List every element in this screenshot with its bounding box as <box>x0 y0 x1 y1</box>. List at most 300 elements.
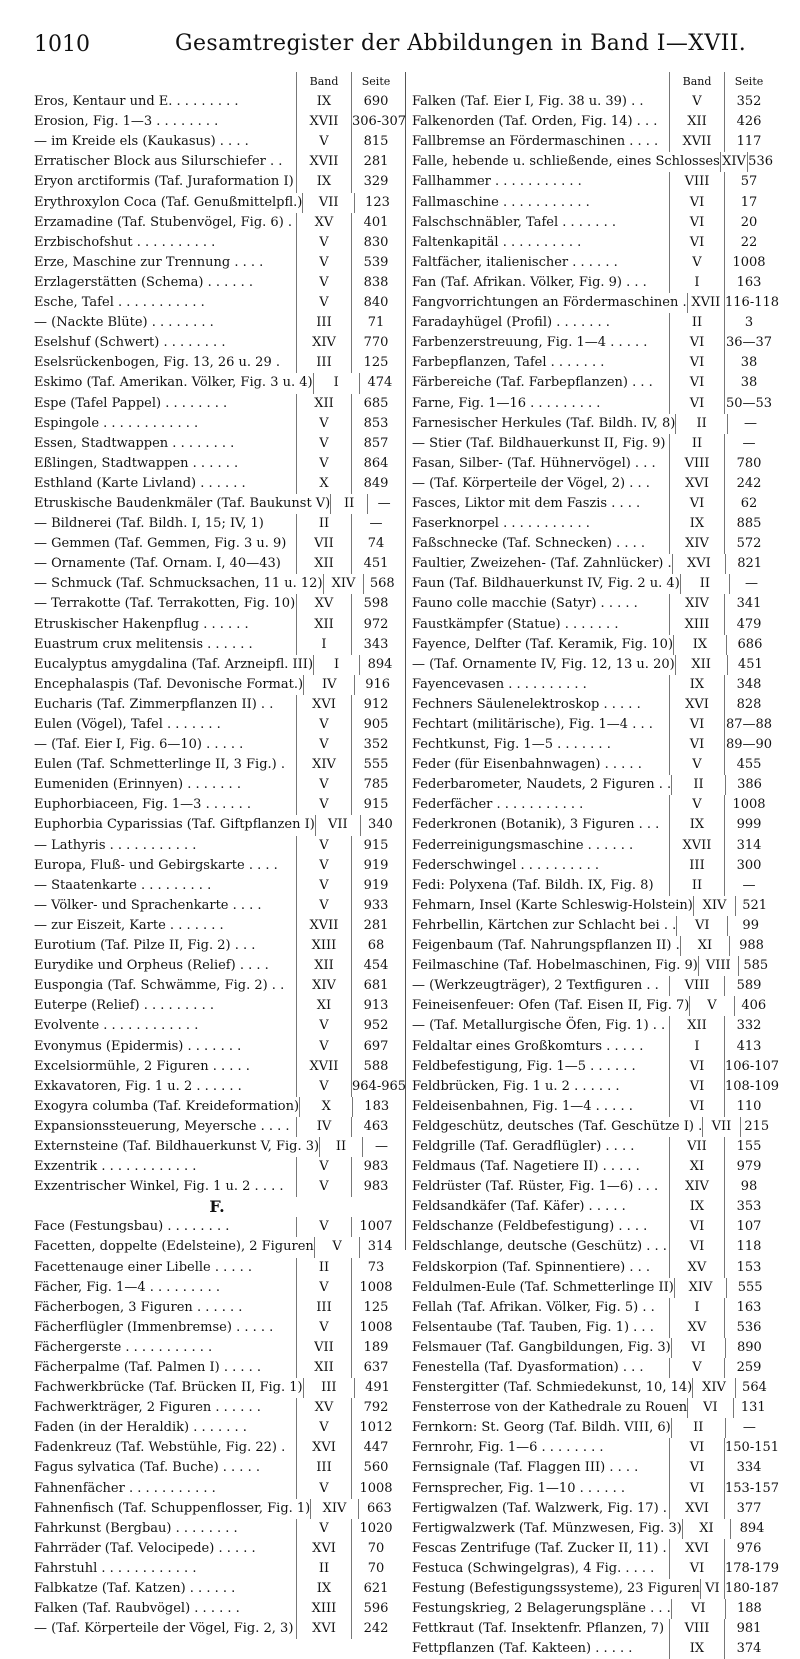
seite-value: 685 <box>351 394 400 414</box>
seite-value: 770 <box>351 333 400 353</box>
index-row <box>34 112 407 132</box>
index-row <box>34 414 400 434</box>
index-row <box>34 1479 400 1499</box>
seite-value: 215 <box>740 1117 773 1137</box>
seite-value: 849 <box>351 474 400 494</box>
band-value: XVII <box>296 112 351 132</box>
seite-value: 598 <box>351 594 400 614</box>
index-row <box>34 1318 400 1338</box>
band-value: XVII <box>669 836 724 856</box>
band-value: IX <box>669 815 724 835</box>
index-row <box>34 132 400 152</box>
index-row <box>34 1599 400 1619</box>
band-value: XIV <box>669 1177 724 1197</box>
band-value: V <box>296 795 351 815</box>
entry-text: Eselsrückenbogen, Fig. 13, 26 u. 29 . <box>34 355 280 371</box>
seite-value: 447 <box>351 1438 400 1458</box>
entry-text: Fernsignale (Taf. Flaggen III) . . . . <box>412 1460 639 1476</box>
seite-value: 681 <box>351 976 400 996</box>
index-row <box>412 1097 773 1117</box>
entry-text: Euphorbia Cyparissias (Taf. Giftpflanzen I) <box>34 817 315 833</box>
entry-text: Farne, Fig. 1—16 . . . . . . . . . <box>412 395 601 411</box>
index-row <box>412 856 773 876</box>
index-row <box>34 635 400 655</box>
entry-text: Festungskrieg, 2 Belagerungspläne . . . <box>412 1601 671 1617</box>
index-row <box>412 1157 773 1177</box>
index-row <box>34 775 400 795</box>
band-value: VI <box>669 1097 724 1117</box>
seite-value: 281 <box>351 916 400 936</box>
index-row <box>34 474 400 494</box>
index-row <box>34 1117 400 1137</box>
index-row <box>34 695 400 715</box>
index-row <box>412 172 773 192</box>
index-row <box>34 1137 400 1157</box>
seite-value: 972 <box>351 615 400 635</box>
entry-text: Euspongia (Taf. Schwämme, Fig. 2) . . <box>34 978 285 994</box>
entry-text: — Schmuck (Taf. Schmucksachen, 11 u. 12) <box>34 576 323 592</box>
seite-value: 38 <box>724 353 773 373</box>
band-value: III <box>669 856 724 876</box>
entry-text: Fasan, Silber- (Taf. Hühnervögel) . . . <box>412 455 656 471</box>
band-value: II <box>675 414 727 434</box>
band-value: XVI <box>672 554 726 574</box>
band-value: I <box>296 635 351 655</box>
band-value: IX <box>673 635 726 655</box>
index-row <box>34 836 400 856</box>
entry-text: Eros, Kentaur und E. . . . . . . . . <box>34 94 239 110</box>
entry-text: Fallbremse an Fördermaschinen . . . . <box>412 134 659 150</box>
index-row <box>34 394 400 414</box>
index-row <box>34 795 400 815</box>
band-value: XVII <box>687 293 724 313</box>
entry-text: Fayence, Delfter (Taf. Keramik, Fig. 10) <box>412 636 674 652</box>
index-row <box>412 735 773 755</box>
entry-text: Fettpflanzen (Taf. Kakteen) . . . . . <box>412 1641 633 1657</box>
band-value: XI <box>296 996 351 1016</box>
seite-value: 838 <box>351 273 400 293</box>
seite-value: 999 <box>724 815 773 835</box>
seite-value: 242 <box>724 474 773 494</box>
band-value: V <box>669 795 724 815</box>
seite-value: 463 <box>351 1117 400 1137</box>
band-value: VII <box>302 193 354 213</box>
index-row <box>412 1137 773 1157</box>
seite-value: — <box>362 1137 400 1157</box>
seite-value: 131 <box>733 1398 773 1418</box>
seite-value: 353 <box>724 1197 773 1217</box>
entry-text: Feder (für Eisenbahnwagen) . . . . . <box>412 757 642 773</box>
index-row <box>34 956 400 976</box>
band-value: V <box>296 876 351 896</box>
entry-text: Fächerpalme (Taf. Palmen I) . . . . . <box>34 1360 262 1375</box>
entry-text: Fächergerste . . . . . . . . . . . <box>34 1339 213 1355</box>
seite-value: 536 <box>747 152 773 172</box>
entry-text: Europa, Fluß- und Gebirgskarte . . . . <box>34 857 278 873</box>
index-row <box>34 996 400 1016</box>
index-row <box>412 152 773 172</box>
index-row <box>34 514 400 534</box>
index-row <box>412 112 773 132</box>
index-row <box>412 1318 773 1338</box>
entry-text: Feldgeschütz, deutsches (Taf. Geschütze I) . <box>412 1118 703 1134</box>
band-header: Band <box>669 72 724 92</box>
entry-text: Facettenauge einer Libelle . . . . . <box>34 1259 253 1275</box>
register-column-right <box>412 72 780 1657</box>
index-row <box>412 414 773 434</box>
index-row <box>412 373 773 393</box>
band-value: XIV <box>310 1499 357 1519</box>
index-row <box>412 574 773 594</box>
index-row <box>34 1559 400 1579</box>
index-row <box>412 353 773 373</box>
index-row <box>412 1258 773 1278</box>
band-value: XV <box>296 594 351 614</box>
entry-text: Festung (Befestigungssysteme), 23 Figuren <box>412 1581 700 1597</box>
index-row <box>34 434 400 454</box>
index-row <box>412 273 773 293</box>
band-value: XII <box>669 1016 724 1036</box>
seite-value: 352 <box>351 735 400 755</box>
band-value: V <box>296 1519 351 1539</box>
index-row <box>34 1519 400 1539</box>
index-row <box>34 574 400 594</box>
index-row <box>412 795 773 815</box>
seite-value: 1020 <box>351 1519 400 1539</box>
seite-value: 621 <box>351 1579 400 1599</box>
index-row <box>412 233 773 253</box>
seite-value: 853 <box>351 414 400 434</box>
entry-text: Feldrüster (Taf. Rüster, Fig. 1—6) . . . <box>412 1179 659 1195</box>
entry-text: — (Nackte Blüte) . . . . . . . . <box>34 315 214 331</box>
index-row <box>412 876 773 896</box>
index-row <box>34 735 400 755</box>
index-row <box>412 1197 773 1217</box>
index-row <box>34 373 400 393</box>
seite-value: 451 <box>727 655 773 675</box>
entry-text: Fachwerkträger, 2 Figuren . . . . . . <box>34 1400 261 1416</box>
band-value: V <box>296 454 351 474</box>
entry-text: Feldsandkäfer (Taf. Käfer) . . . . . <box>412 1199 626 1215</box>
seite-value: 588 <box>351 1057 400 1077</box>
band-value: V <box>669 755 724 775</box>
index-row <box>412 1599 773 1619</box>
band-value: V <box>296 233 351 253</box>
index-row <box>412 916 773 936</box>
band-value: V <box>669 92 724 112</box>
index-row <box>412 755 773 775</box>
seite-value: 686 <box>726 635 773 655</box>
entry-text: Faun (Taf. Bildhauerkunst IV, Fig. 2 u. 4) <box>412 576 680 592</box>
band-value: V <box>689 996 733 1016</box>
index-row <box>34 554 400 574</box>
band-value: VIII <box>698 956 738 976</box>
seite-value: 87—88 <box>724 715 773 735</box>
entry-text: Falschschnäbler, Tafel . . . . . . . <box>412 214 616 230</box>
entry-text: Erythroxylon Coca (Taf. Genußmittelpfl.) <box>34 194 303 210</box>
entry-text: Eucharis (Taf. Zimmerpflanzen II) . . <box>34 696 274 712</box>
index-row <box>34 916 400 936</box>
seite-value: 1008 <box>351 1318 400 1338</box>
section-letter: F. <box>209 1197 225 1217</box>
index-row <box>412 253 773 273</box>
band-value: V <box>296 434 351 454</box>
band-value: VIII <box>669 172 724 192</box>
entry-text: Esche, Tafel . . . . . . . . . . . <box>34 295 205 311</box>
band-value: XII <box>675 655 727 675</box>
seite-value: 153 <box>724 1258 773 1278</box>
entry-text: — im Kreide els (Kaukasus) . . . . <box>34 134 249 150</box>
seite-value: 894 <box>359 655 400 675</box>
entry-text: Faradayhügel (Profil) . . . . . . . <box>412 315 610 331</box>
index-row <box>412 815 773 835</box>
seite-value: 1008 <box>724 795 773 815</box>
seite-value: 1007 <box>351 1217 400 1237</box>
entry-text: Erosion, Fig. 1—3 . . . . . . . . <box>34 114 219 130</box>
band-value: VI <box>671 1599 725 1619</box>
index-row <box>412 1217 773 1237</box>
band-value: II <box>669 434 724 454</box>
entry-text: Fehmarn, Insel (Karte Schleswig-Holstein) <box>412 897 693 913</box>
entry-text: Exzentrik . . . . . . . . . . . . <box>34 1159 197 1175</box>
entry-text: Federkronen (Botanik), 3 Figuren . . . <box>412 817 660 833</box>
entry-text: Erzbischofshut . . . . . . . . . . <box>34 234 216 250</box>
entry-text: Fechners Säulenelektroskop . . . . . <box>412 696 641 712</box>
band-value: X <box>299 1097 352 1117</box>
seite-value: 123 <box>354 193 400 213</box>
band-value: IX <box>669 1639 724 1659</box>
band-value: III <box>296 353 351 373</box>
index-row <box>412 333 773 353</box>
seite-value: 334 <box>724 1458 773 1478</box>
column-separator <box>405 72 406 1250</box>
band-value: V <box>296 896 351 916</box>
index-row <box>34 1278 400 1298</box>
band-value: VI <box>669 494 724 514</box>
index-row <box>34 1037 400 1057</box>
entry-text: Fensterrose von der Kathedrale zu Rouen <box>412 1400 688 1416</box>
band-value: XVI <box>669 1539 724 1559</box>
entry-text: Fedi: Polyxena (Taf. Bildh. IX, Fig. 8) <box>412 877 654 893</box>
band-value: VI <box>669 373 724 393</box>
band-value: I <box>669 1298 724 1318</box>
band-value: XVI <box>669 474 724 494</box>
index-row <box>412 1458 773 1478</box>
band-value: XII <box>296 956 351 976</box>
band-value: V <box>296 1016 351 1036</box>
entry-text: Faltenkapitäl . . . . . . . . . . <box>412 234 582 250</box>
band-value: VII <box>669 1137 724 1157</box>
entry-text: Esthland (Karte Livland) . . . . . . <box>34 475 246 491</box>
index-row <box>412 956 773 976</box>
band-value: XVI <box>669 695 724 715</box>
seite-value: 976 <box>724 1539 773 1559</box>
index-row <box>412 1338 773 1358</box>
entry-text: Eßlingen, Stadtwappen . . . . . . <box>34 455 239 471</box>
entry-text: Eskimo (Taf. Amerikan. Völker, Fig. 3 u. 4) <box>34 375 313 391</box>
entry-text: Fasces, Liktor mit dem Faszis . . . . <box>412 495 641 511</box>
seite-value: — <box>724 876 773 896</box>
seite-value: 188 <box>725 1599 773 1619</box>
band-value: VI <box>669 193 724 213</box>
band-value: XV <box>669 1318 724 1338</box>
seite-value: 386 <box>725 775 773 795</box>
index-row <box>34 1458 400 1478</box>
index-row <box>34 152 400 172</box>
entry-text: Fan (Taf. Afrikan. Völker, Fig. 9) . . . <box>412 274 647 290</box>
seite-value: 981 <box>724 1619 773 1639</box>
band-value: XVI <box>296 1619 351 1639</box>
band-value: VIII <box>669 454 724 474</box>
band-value: VI <box>669 353 724 373</box>
index-row <box>34 594 400 614</box>
band-value: VI <box>669 735 724 755</box>
index-row <box>412 1016 773 1036</box>
band-value: XIV <box>669 534 724 554</box>
seite-value: 536 <box>724 1318 773 1338</box>
entry-text: Eurydike und Orpheus (Relief) . . . . <box>34 958 269 974</box>
entry-text: Feldschlange, deutsche (Geschütz) . . . <box>412 1239 667 1255</box>
index-row <box>34 1418 400 1438</box>
entry-text: Feldbrücken, Fig. 1 u. 2 . . . . . . <box>412 1078 620 1094</box>
band-value: XVII <box>296 1057 351 1077</box>
seite-value: 491 <box>354 1378 400 1398</box>
entry-text: Feldeisenbahnen, Fig. 1—4 . . . . . <box>412 1098 633 1114</box>
entry-text: Evonymus (Epidermis) . . . . . . . <box>34 1038 242 1054</box>
seite-value: 50—53 <box>724 394 773 414</box>
entry-text: Fenstergitter (Taf. Schmiedekunst, 10, 14) <box>412 1380 693 1396</box>
seite-value: 106-107 <box>724 1057 773 1077</box>
seite-value: 259 <box>724 1358 773 1378</box>
index-row <box>412 1499 773 1519</box>
seite-value: 894 <box>730 1519 773 1539</box>
seite-header: Seite <box>351 72 400 92</box>
entry-text: Evolvente . . . . . . . . . . . . <box>34 1018 199 1034</box>
index-row <box>34 1177 400 1197</box>
band-value: VI <box>676 916 727 936</box>
seite-value: 62 <box>724 494 773 514</box>
section-heading <box>34 1197 400 1217</box>
seite-value: 71 <box>351 313 400 333</box>
seite-value: 1012 <box>351 1418 400 1438</box>
index-row <box>34 213 400 233</box>
seite-value: 637 <box>351 1358 400 1378</box>
entry-text: — Terrakotte (Taf. Terrakotten, Fig. 10) <box>34 596 296 612</box>
band-value: VII <box>702 1117 739 1137</box>
entry-text: Fahrräder (Taf. Velocipede) . . . . . <box>34 1540 256 1556</box>
index-row <box>412 514 773 534</box>
entry-text: Facetten, doppelte (Edelsteine), 2 Figuren <box>34 1239 314 1255</box>
seite-value: 916 <box>354 675 400 695</box>
band-value: VIII <box>669 1619 724 1639</box>
index-row <box>34 1398 400 1418</box>
band-value: II <box>680 574 729 594</box>
band-value: II <box>671 775 725 795</box>
index-row <box>34 1358 400 1378</box>
index-row <box>412 1358 773 1378</box>
seite-value: 281 <box>351 152 400 172</box>
index-row <box>34 92 400 112</box>
seite-value: 1008 <box>351 1278 400 1298</box>
entry-text: Falkenorden (Taf. Orden, Fig. 14) . . . <box>412 114 658 130</box>
entry-text: Erze, Maschine zur Trennung . . . . <box>34 254 264 270</box>
index-row <box>412 655 773 675</box>
entry-text: Fettkraut (Taf. Insektenfr. Pflanzen, 7) <box>412 1621 665 1637</box>
index-row <box>34 1619 400 1639</box>
index-row <box>412 293 780 313</box>
entry-text: Fahrkunst (Bergbau) . . . . . . . . <box>34 1520 238 1536</box>
index-row <box>34 313 400 333</box>
seite-value: 455 <box>724 755 773 775</box>
band-value: II <box>296 514 351 534</box>
entry-text: Faultier, Zweizehen- (Taf. Zahnlücker) . <box>412 556 672 572</box>
index-row <box>412 1077 780 1097</box>
band-value: II <box>669 876 724 896</box>
seite-value: 352 <box>724 92 773 112</box>
index-row <box>34 896 400 916</box>
band-value: V <box>296 856 351 876</box>
band-value: II <box>296 1258 351 1278</box>
entry-text: Feldaltar eines Großkomturs . . . . . <box>412 1038 644 1054</box>
entry-text: Euterpe (Relief) . . . . . . . . . <box>34 998 214 1014</box>
band-value: VI <box>669 1438 724 1458</box>
band-value: XI <box>680 936 729 956</box>
entry-text: Fächer, Fig. 1—4 . . . . . . . . . <box>34 1279 220 1295</box>
seite-value: 690 <box>351 92 400 112</box>
band-value: II <box>330 494 367 514</box>
band-value: XI <box>682 1519 730 1539</box>
band-value: V <box>296 1037 351 1057</box>
seite-value: 912 <box>351 695 400 715</box>
entry-text: Eumeniden (Erinnyen) . . . . . . . <box>34 777 241 793</box>
index-row <box>412 1619 773 1639</box>
index-row <box>412 675 773 695</box>
seite-value: 663 <box>358 1499 400 1519</box>
entry-text: Fechtart (militärische), Fig. 1—4 . . . <box>412 717 653 732</box>
seite-value: — <box>724 434 773 454</box>
entry-text: Essen, Stadtwappen . . . . . . . . <box>34 435 235 451</box>
index-row <box>34 253 400 273</box>
seite-value: 560 <box>351 1458 400 1478</box>
seite-value: 155 <box>724 1137 773 1157</box>
entry-text: Feilmaschine (Taf. Hobelmaschinen, Fig. 9) <box>412 958 698 974</box>
band-value: V <box>296 735 351 755</box>
index-row <box>34 454 400 474</box>
entry-text: Feldbefestigung, Fig. 1—5 . . . . . . <box>412 1058 636 1074</box>
band-value: XIV <box>323 574 364 594</box>
band-value: XIII <box>296 936 351 956</box>
band-value: V <box>296 715 351 735</box>
seite-value: 3 <box>724 313 773 333</box>
entry-text: Fahnenfisch (Taf. Schuppenflosser, Fig. 1) <box>34 1500 311 1516</box>
band-value: VII <box>315 815 360 835</box>
seite-value: 413 <box>724 1037 773 1057</box>
index-row <box>34 675 400 695</box>
entry-text: Fächerbogen, 3 Figuren . . . . . . <box>34 1299 243 1315</box>
band-value: XII <box>296 394 351 414</box>
band-value: VII <box>296 534 351 554</box>
band-value: V <box>296 1217 351 1237</box>
band-value: IX <box>296 92 351 112</box>
index-row <box>412 594 773 614</box>
index-row <box>412 92 773 112</box>
column-header-row <box>34 72 400 92</box>
seite-value: 189 <box>351 1338 400 1358</box>
seite-value: 885 <box>724 514 773 534</box>
index-row <box>34 936 400 956</box>
seite-value: 983 <box>351 1177 400 1197</box>
seite-value: — <box>367 494 400 514</box>
